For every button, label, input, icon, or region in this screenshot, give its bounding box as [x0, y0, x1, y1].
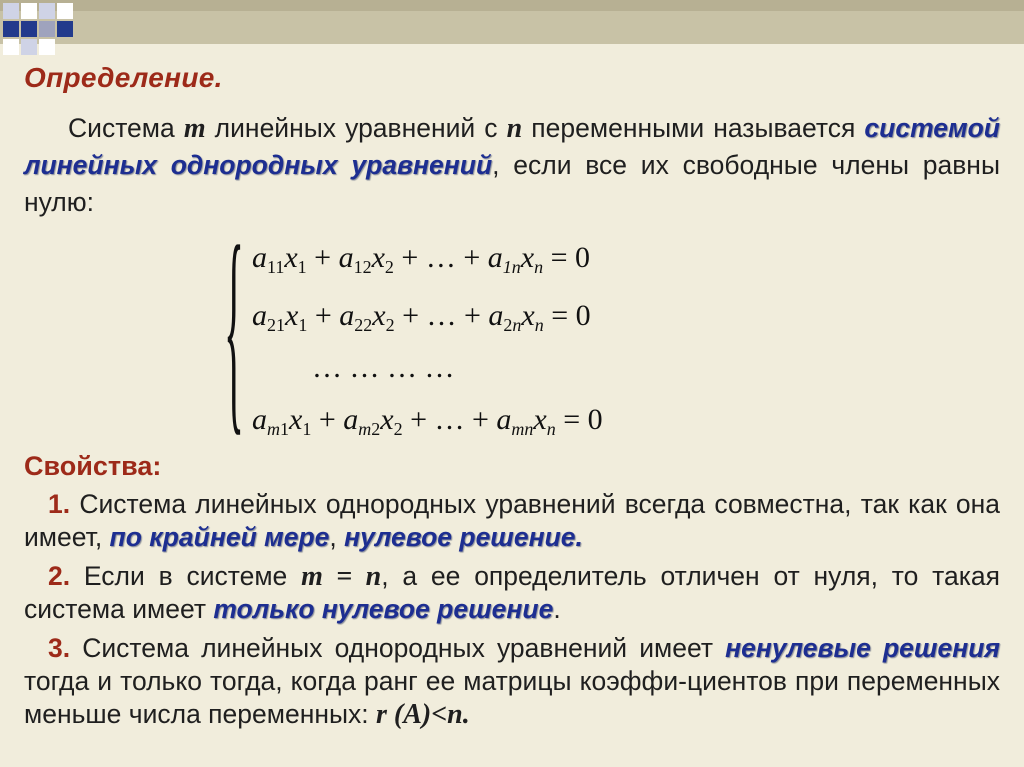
property-1: 1. Система линейных однородных уравнений всегда совместна, так как она имеет, по крайней мере, нулевое решение. [24, 489, 1000, 552]
term-only-zero-solution: только нулевое решение [213, 594, 554, 624]
slide-content [24, 60, 1000, 731]
equation-row-m: $a_{m1}x_1 + a_{m2}x_2$ + … + $a_{mn}x_n = 0$ [252, 403, 603, 439]
math-m-equals-n: m = n [301, 561, 382, 592]
properties-title: Свойства: [24, 451, 162, 481]
corner-squares-decoration [0, 0, 90, 60]
equation-row-2: $a_{21}x_1 + a_{22}x_2$ + … + $a_{2n}x_n = 0$ [252, 299, 591, 335]
term-at-least: по крайней мере [109, 522, 330, 552]
definition-title: Определение. [24, 62, 223, 93]
property-1-number: 1. [48, 489, 71, 519]
equation-system [224, 199, 1000, 454]
top-decoration-bar [0, 0, 1024, 44]
equation-row-1: $a_{11}x_1 + a_{12}x_2$ + … + $a_{1n}x_n = 0$ [252, 241, 591, 277]
math-rank-condition: r (A)<n. [376, 699, 470, 730]
var-m: m [183, 113, 206, 144]
term-zero-solution: нулевое решение. [344, 522, 583, 552]
equation-row-dots: … … … … [312, 351, 455, 384]
top-decoration-band [0, 0, 1024, 11]
var-n: n [506, 113, 523, 144]
property-3: 3. Система линейных однородных уравнений имеет ненулевые решения тогда и только тогда, когда ранг ее матрицы коэффи-циентов при переменных меньше числа переменных: r (A)<n. [24, 633, 1000, 730]
term-nonzero-solutions: ненулевые решения [725, 633, 1000, 663]
system-brace: { [224, 199, 244, 454]
definition-paragraph: Система m линейных уравнений с n переменными называется системой линейных однородных уравнений, если все их свободные члены равны нулю: [24, 113, 1000, 217]
property-3-number: 3. [48, 633, 71, 663]
property-2-number: 2. [48, 561, 71, 591]
property-2: 2. Если в системе m = n, а ее определитель отличен от нуля, то такая система имеет только нулевое решение. [24, 561, 1001, 624]
term-homogeneous-system: системой линейных однородных уравнений [24, 113, 1000, 180]
